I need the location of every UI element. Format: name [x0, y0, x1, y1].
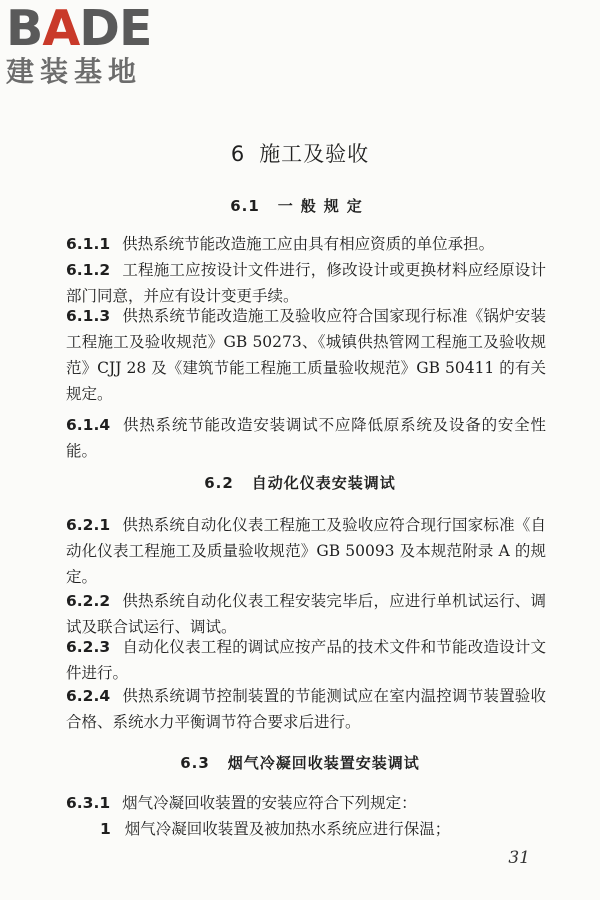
chapter-title	[0, 138, 600, 168]
clause: 6.3.1 烟气冷凝回收装置的安装应符合下列规定：	[66, 794, 417, 812]
section-title: 6.3 烟气冷凝回收装置安装调试	[180, 754, 420, 772]
clause: 6.2.4 供热系统调节控制装置的节能测试应在室内温控调节装置验收合格、系统水力平衡调节符合要求后进行。	[66, 687, 546, 731]
chapter-number: 6	[230, 142, 246, 166]
page-number: 31	[508, 848, 530, 868]
clause: 6.1.3 供热系统节能改造施工及验收应符合国家现行标准《锅炉安装工程施工及验收规范》GB 50273、《城镇供热管网工程施工及验收规范》CJJ 28 及《建筑节能工程施工质量验收规范》GB 50411 的有关规定。	[66, 307, 546, 403]
clause: 6.1.4 供热系统节能改造安装调试不应降低原系统及设备的安全性能。	[66, 416, 546, 460]
chapter-title-text: 施工及验收	[259, 142, 370, 166]
bade-logo	[6, 0, 176, 88]
logo-subtitle: 建装基地	[6, 55, 143, 88]
section-title: 6.2 自动化仪表安装调试	[204, 474, 396, 492]
clause: 6.1.2 工程施工应按设计文件进行，修改设计或更换材料应经原设计部门同意，并应有设计变更手续。	[66, 261, 546, 305]
clause: 6.2.3 自动化仪表工程的调试应按产品的技术文件和节能改造设计文件进行。	[66, 638, 546, 682]
section-title: 6.1 一般规定	[230, 197, 370, 215]
logo-wordmark: BADE	[6, 0, 152, 57]
clause: 6.1.1 供热系统节能改造施工应由具有相应资质的单位承担。	[66, 235, 495, 253]
list-item: 1 烟气冷凝回收装置及被加热水系统应进行保温；	[100, 820, 451, 838]
clause: 6.2.2 供热系统自动化仪表工程安装完毕后，应进行单机试运行、调试及联合试运行、调试。	[66, 592, 546, 636]
clause: 6.2.1 供热系统自动化仪表工程施工及验收应符合现行国家标准《自动化仪表工程施工及质量验收规范》GB 50093 及本规范附录 A 的规定。	[66, 516, 546, 586]
